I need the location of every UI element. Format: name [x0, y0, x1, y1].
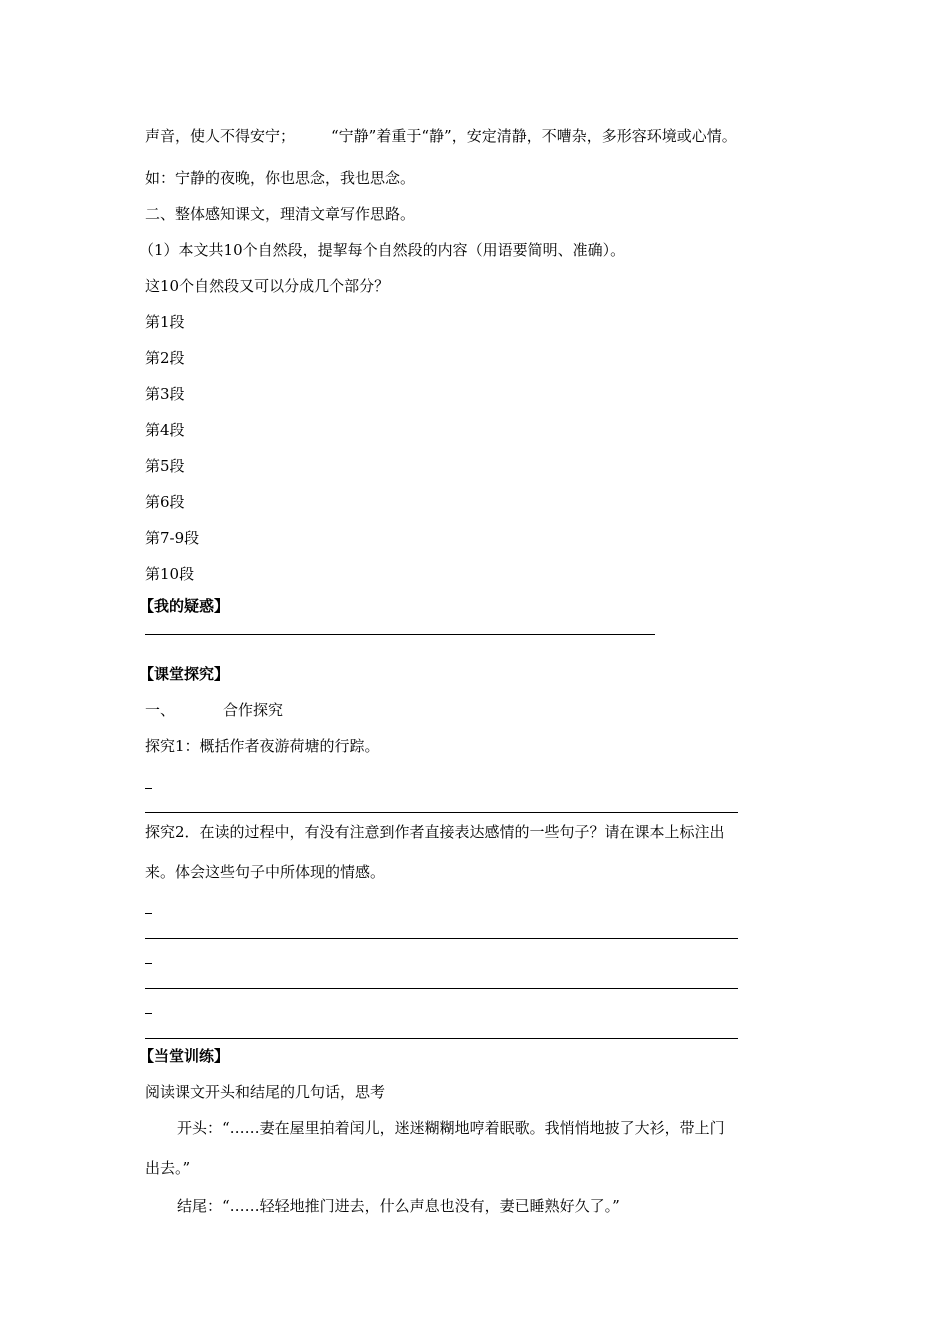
- definition-right-text: “宁静”着重于“静”，安定清静，不嘈杂，多形容环境或心情。: [331, 127, 737, 145]
- inquiry-heading: 【课堂探究】: [139, 665, 230, 683]
- inquiry-2-answer-line-3[interactable]: [145, 1038, 738, 1039]
- opening-quote-line-2: 出去。”: [145, 1159, 191, 1177]
- inquiry-2-line-2: 来。体会这些句子中所体现的情感。: [145, 863, 386, 881]
- paragraph-item-1: 第1段: [145, 313, 185, 331]
- section-title: 二、整体感知课文，理清文章写作思路。: [145, 205, 416, 223]
- question-1: （1）本文共10个自然段，提挈每个自然段的内容（用语要简明、准确）。: [139, 241, 626, 259]
- inquiry-1-answer-line[interactable]: [145, 812, 738, 813]
- ending-quote: 结尾：“……轻轻地推门进去，什么声息也没有，妻已睡熟好久了。”: [177, 1197, 620, 1215]
- opening-quote-line-1: 开头：“……妻在屋里拍着闰儿，迷迷糊糊地哼着眠歌。我悄悄地披了大衫，带上门: [177, 1119, 725, 1137]
- inquiry-2-line-1: 探究2．在读的过程中，有没有注意到作者直接表达感情的一些句子？请在课本上标注出: [145, 823, 725, 841]
- definition-left-text: 声音，使人不得安宁；: [145, 127, 296, 145]
- paragraph-item-5: 第5段: [145, 457, 185, 475]
- doubts-answer-line[interactable]: [145, 634, 655, 635]
- cooperative-inquiry-line: [145, 700, 283, 720]
- example-line: 如：宁静的夜晚，你也思念，我也思念。: [145, 169, 416, 187]
- answer-tick: [145, 913, 152, 914]
- training-intro: 阅读课文开头和结尾的几句话，思考: [145, 1083, 386, 1101]
- inquiry-2-answer-line-1[interactable]: [145, 938, 738, 939]
- doubts-heading: 【我的疑惑】: [139, 597, 230, 615]
- inquiry-1: 探究1：概括作者夜游荷塘的行踪。: [145, 737, 380, 755]
- training-heading: 【当堂训练】: [139, 1047, 230, 1065]
- paragraph-item-6: 第6段: [145, 493, 185, 511]
- answer-tick: [145, 963, 152, 964]
- paragraph-item-7: 第7-9段: [145, 529, 200, 547]
- paragraph-item-3: 第3段: [145, 385, 185, 403]
- inquiry-2-answer-line-2[interactable]: [145, 988, 738, 989]
- question-2: 这10个自然段又可以分成几个部分？: [145, 277, 390, 295]
- paragraph-item-4: 第4段: [145, 421, 185, 439]
- answer-tick: [145, 788, 152, 789]
- answer-tick: [145, 1013, 152, 1014]
- definition-line: [145, 126, 737, 146]
- cooperative-label: 合作探究: [223, 701, 284, 719]
- cooperative-number: 一、: [145, 701, 176, 719]
- paragraph-item-2: 第2段: [145, 349, 185, 367]
- paragraph-item-8: 第10段: [145, 565, 195, 583]
